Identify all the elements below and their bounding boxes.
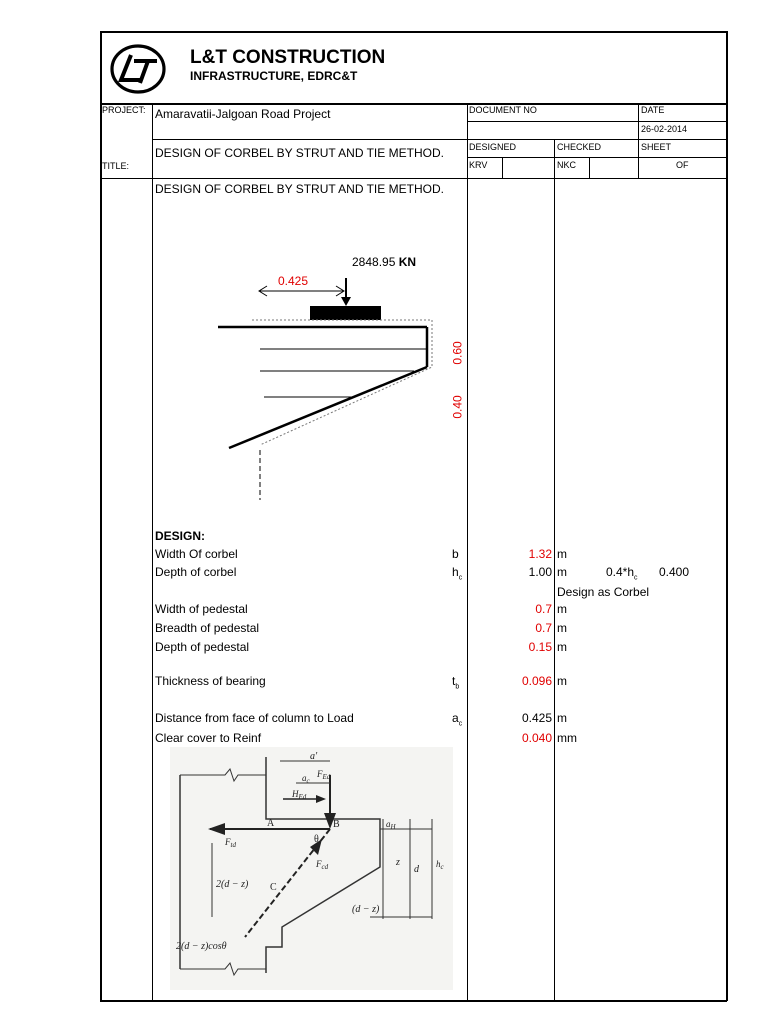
row-symbol: $t_b$: [452, 674, 460, 691]
lt-logo: [108, 41, 168, 97]
body-col-line: [554, 179, 555, 1001]
row-unit: m: [557, 711, 567, 725]
body-col-line: [152, 179, 153, 1001]
row-label: Breadth of pedestal: [155, 621, 260, 635]
fig-label: a′: [310, 751, 318, 762]
fig-label: $a_c$: [302, 773, 310, 785]
header-col-line: [638, 104, 639, 179]
fig-label: $F_{td}$: [225, 837, 236, 849]
row-value: 1.00: [528, 565, 552, 579]
header-row-line: [100, 178, 727, 179]
design-as-note: Design as Corbel: [557, 585, 650, 599]
fig-label: 2(d − z): [216, 879, 249, 890]
header-row-line: [152, 139, 727, 140]
strut-tie-figure: [170, 747, 453, 990]
frame-top: [100, 31, 727, 33]
row-label: Clear cover to Reinf: [155, 731, 262, 745]
check-expression: $0.4*h_c$: [606, 565, 638, 582]
header-row-line: [467, 157, 727, 158]
header-col-line: [152, 104, 153, 179]
row-label: Depth of pedestal: [155, 640, 250, 654]
fig-label: $F_{Ed}$: [317, 769, 331, 781]
row-value: 0.040: [521, 731, 552, 745]
document-no-label: DOCUMENT NO: [469, 105, 537, 115]
title-label: TITLE:: [102, 161, 130, 171]
header-col-line: [502, 158, 503, 179]
checked-value: NKC: [557, 160, 577, 170]
row-symbol: $h_c$: [452, 565, 463, 582]
row-value: 0.096: [521, 674, 552, 688]
fig-label: $F_{cd}$: [316, 859, 329, 871]
load-unit: KN: [398, 255, 417, 269]
project-label: PROJECT:: [102, 105, 146, 115]
row-symbol: $a_c$: [452, 711, 463, 728]
strut-tie-drawing: [170, 747, 453, 990]
row-label: Distance from face of column to Load: [155, 711, 354, 725]
fig-label: 2(d − z)cosθ: [176, 941, 227, 952]
load-label: [352, 255, 416, 269]
row-unit: m: [557, 547, 567, 561]
row-label: Width Of corbel: [155, 547, 238, 561]
body-heading: DESIGN OF CORBEL BY STRUT AND TIE METHOD.: [155, 182, 444, 196]
fig-label: A: [267, 818, 275, 829]
sheet-label: SHEET: [641, 142, 672, 152]
date-value: 26-02-2014: [641, 124, 688, 134]
row-unit: m: [557, 640, 567, 654]
header-col-line: [554, 140, 555, 179]
dim-bottom-label: 0.40: [450, 395, 465, 419]
corbel-sketch: [200, 245, 475, 505]
row-value: 0.7: [535, 602, 552, 616]
header-row-line: [467, 121, 727, 122]
fig-label: $h_c$: [436, 859, 444, 871]
dim-top-label: 0.60: [450, 341, 465, 365]
frame-right: [726, 31, 728, 1001]
title-value: DESIGN OF CORBEL BY STRUT AND TIE METHOD.: [155, 146, 444, 160]
row-value: 0.425: [521, 711, 552, 725]
fig-label: d: [414, 864, 419, 875]
row-value: 0.7: [535, 621, 552, 635]
fig-label: $a_H$: [386, 819, 396, 831]
row-unit: mm: [557, 731, 577, 745]
fig-label: z: [396, 857, 400, 868]
company-division: INFRASTRUCTURE, EDRC&T: [190, 69, 358, 83]
fig-label: (d − z): [352, 904, 380, 915]
check-value: 0.400: [659, 565, 690, 579]
fig-label: C: [270, 882, 277, 893]
header-col-line: [467, 104, 468, 179]
fig-label: $H_{Ed}$: [292, 789, 307, 801]
row-unit: m: [557, 565, 567, 579]
row-label: Thickness of bearing: [155, 674, 266, 688]
row-unit: m: [557, 602, 567, 616]
design-label: DESIGN:: [155, 529, 206, 543]
row-label: Depth of corbel: [155, 565, 237, 579]
project-value: Amaravatii-Jalgoan Road Project: [155, 107, 331, 121]
header-col-line: [589, 158, 590, 179]
sheet-value: OF: [676, 160, 689, 170]
load-value: 2848.95: [352, 255, 396, 269]
row-value: 0.15: [528, 640, 552, 654]
checked-label: CHECKED: [557, 142, 602, 152]
load-offset-label: 0.425: [278, 274, 309, 288]
company-name: L&T CONSTRUCTION: [190, 47, 386, 68]
frame-left: [100, 31, 102, 1001]
row-unit: m: [557, 674, 567, 688]
date-label: DATE: [641, 105, 665, 115]
fig-label: θ: [314, 834, 319, 845]
header-separator: [100, 103, 727, 105]
frame-bottom: [100, 1000, 727, 1002]
row-label: Width of pedestal: [155, 602, 248, 616]
row-unit: m: [557, 621, 567, 635]
designed-label: DESIGNED: [469, 142, 517, 152]
designed-value: KRV: [469, 160, 488, 170]
row-value: 1.32: [528, 547, 552, 561]
row-symbol: b: [452, 547, 459, 561]
fig-label: B: [333, 819, 340, 830]
